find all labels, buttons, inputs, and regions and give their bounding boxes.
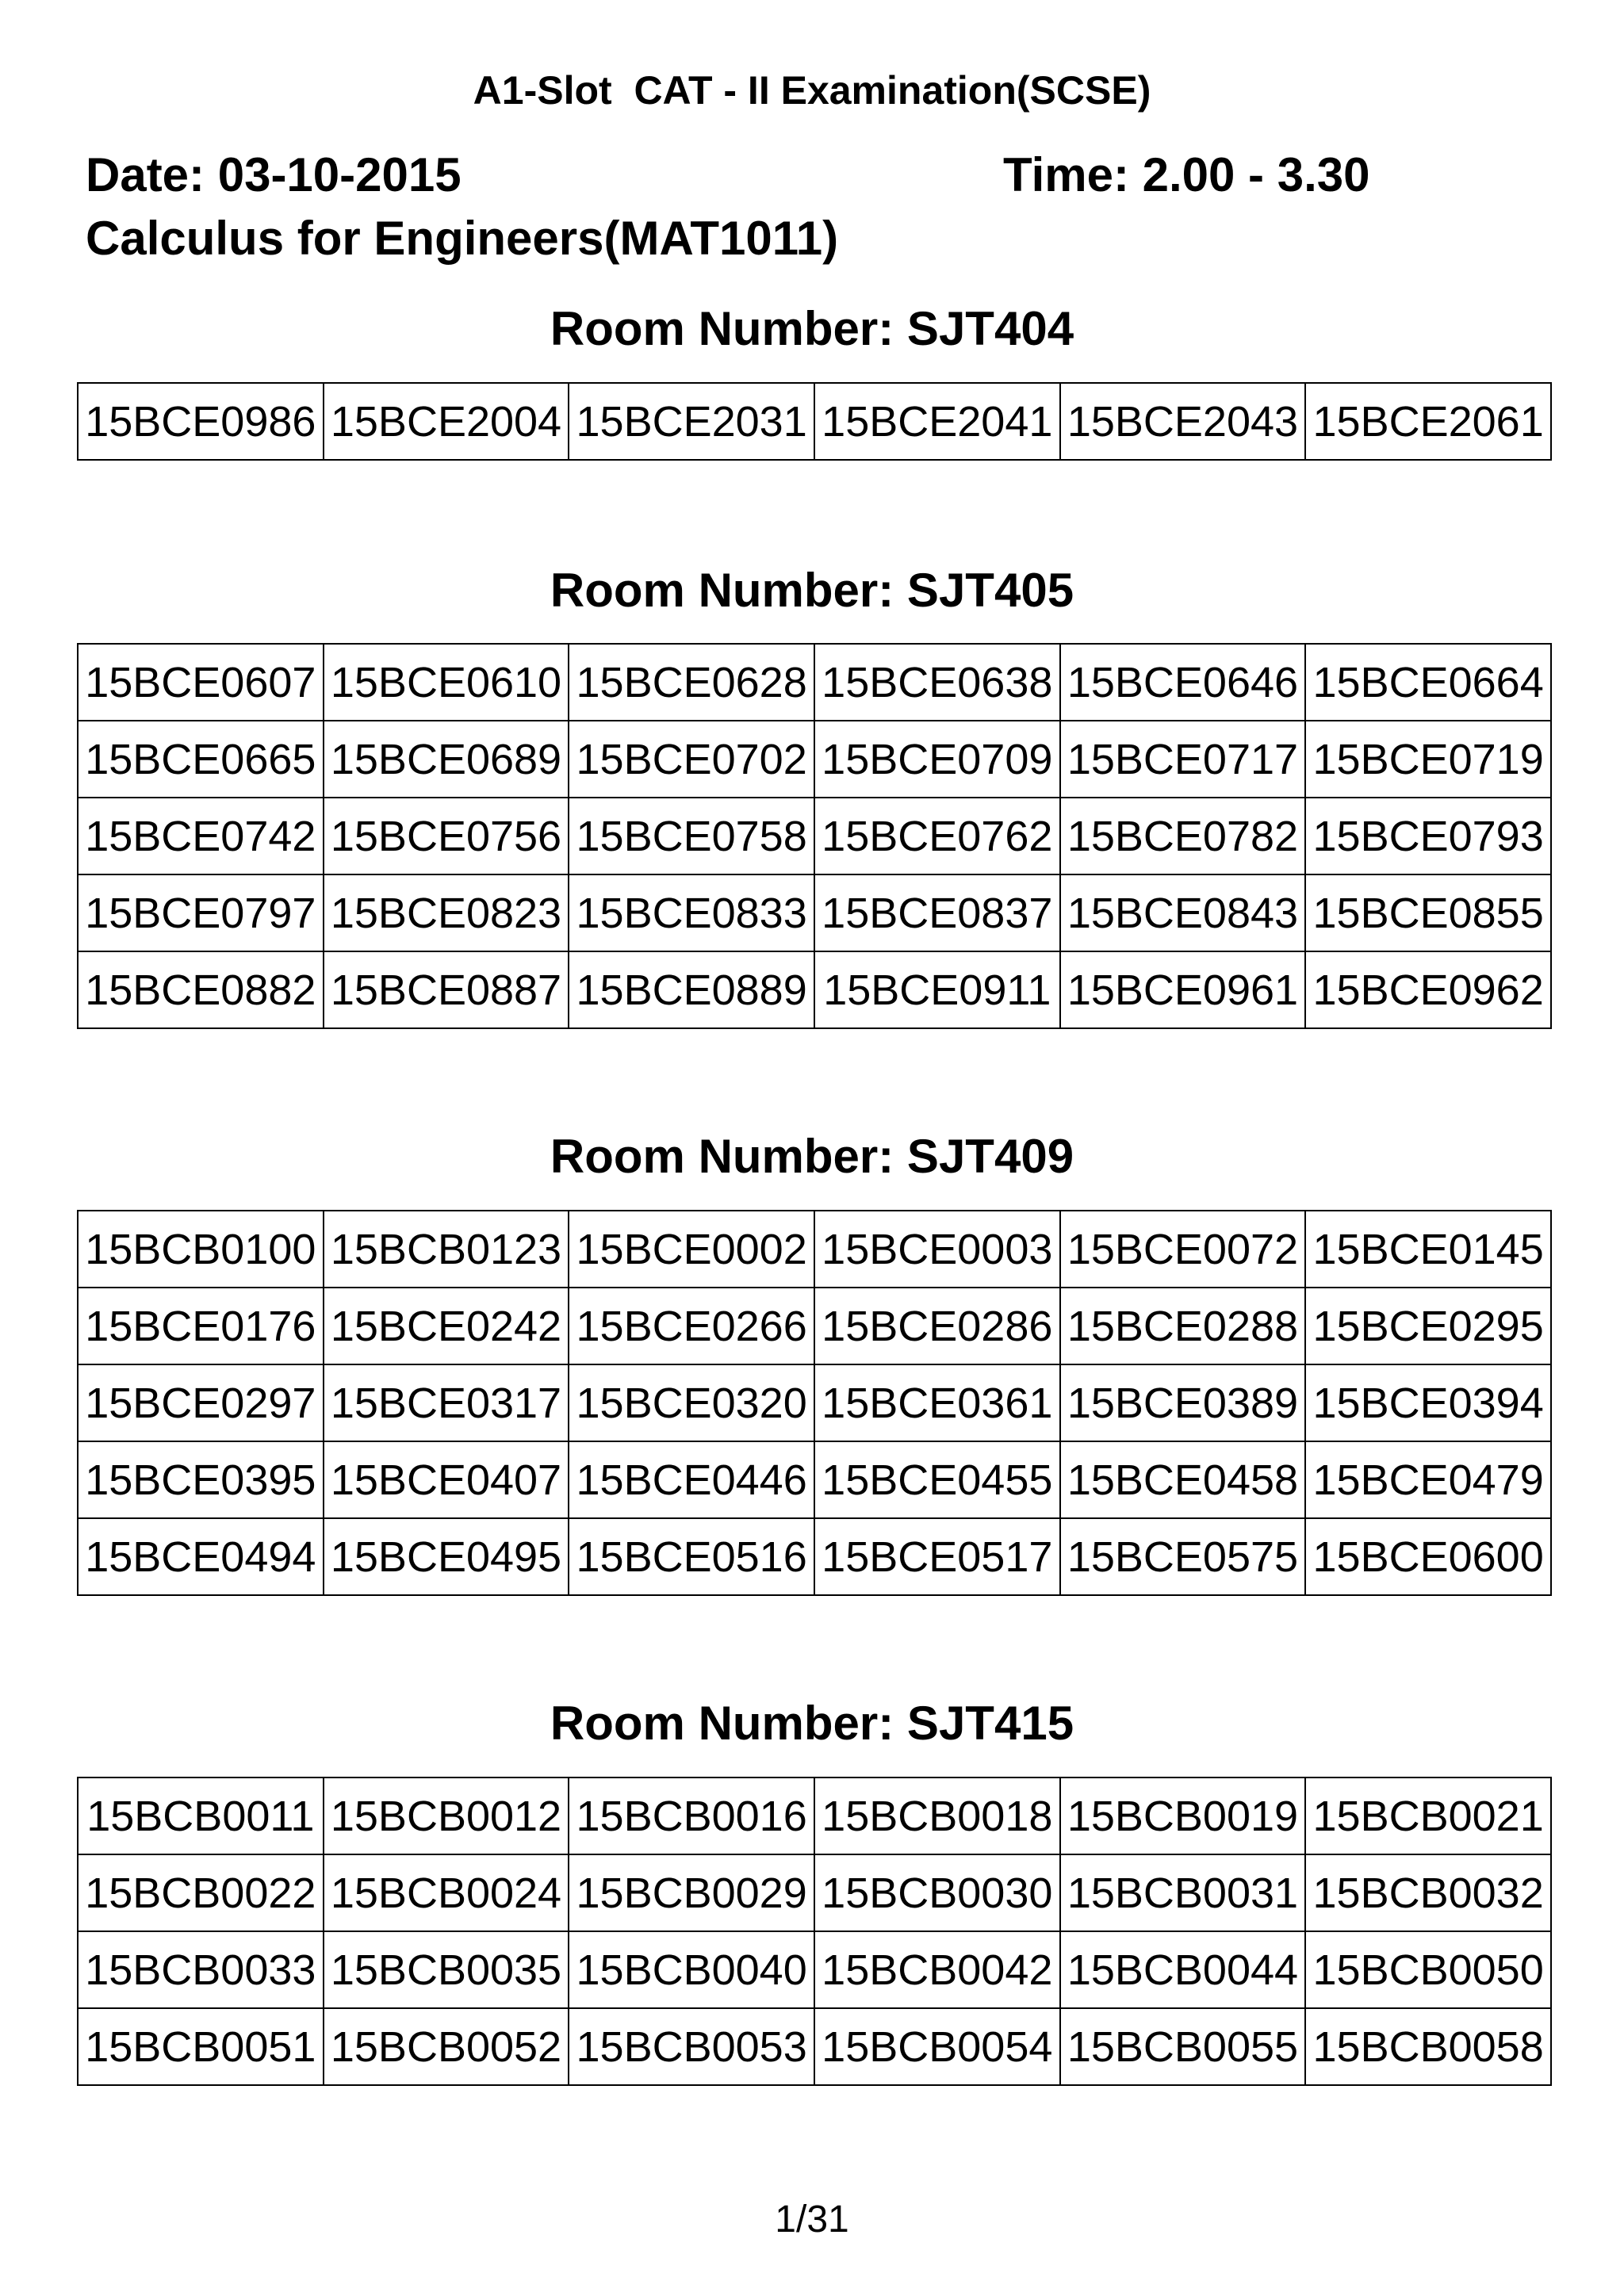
registration-number-cell: 15BCE0882 bbox=[78, 951, 324, 1028]
registration-number-cell: 15BCE0610 bbox=[324, 644, 569, 721]
registration-number-cell: 15BCE0782 bbox=[1060, 798, 1306, 874]
registration-number-cell: 15BCB0032 bbox=[1305, 1854, 1551, 1931]
registration-number-cell: 15BCE0664 bbox=[1305, 644, 1551, 721]
registration-number-cell: 15BCE0793 bbox=[1305, 798, 1551, 874]
registration-number-cell: 15BCE0002 bbox=[569, 1211, 814, 1288]
registration-number-cell: 15BCE0702 bbox=[569, 721, 814, 798]
registration-number-cell: 15BCE0458 bbox=[1060, 1441, 1306, 1518]
room-table-sjt404 bbox=[77, 382, 1552, 461]
registration-number-cell: 15BCE0003 bbox=[814, 1211, 1060, 1288]
registration-number-cell: 15BCB0012 bbox=[324, 1777, 569, 1854]
registration-number-cell: 15BCB0021 bbox=[1305, 1777, 1551, 1854]
registration-number-cell: 15BCB0022 bbox=[78, 1854, 324, 1931]
room-table-sjt415 bbox=[77, 1777, 1552, 2086]
registration-number-cell: 15BCE0638 bbox=[814, 644, 1060, 721]
registration-number-cell: 15BCE0843 bbox=[1060, 874, 1306, 951]
table-row bbox=[78, 1777, 1551, 1854]
registration-number-cell: 15BCE2004 bbox=[324, 383, 569, 460]
registration-number-cell: 15BCE0242 bbox=[324, 1288, 569, 1364]
registration-number-cell: 15BCE0607 bbox=[78, 644, 324, 721]
registration-number-cell: 15BCE0516 bbox=[569, 1518, 814, 1595]
table-row bbox=[78, 644, 1551, 721]
registration-number-cell: 15BCB0050 bbox=[1305, 1931, 1551, 2008]
registration-number-cell: 15BCE2043 bbox=[1060, 383, 1306, 460]
course-name: Calculus for Engineers(MAT1011) bbox=[86, 212, 839, 265]
table-row bbox=[78, 1441, 1551, 1518]
registration-number-cell: 15BCE0742 bbox=[78, 798, 324, 874]
registration-number-cell: 15BCB0024 bbox=[324, 1854, 569, 1931]
registration-number-cell: 15BCB0055 bbox=[1060, 2008, 1306, 2085]
registration-number-cell: 15BCE0145 bbox=[1305, 1211, 1551, 1288]
room-table-sjt405 bbox=[77, 643, 1552, 1029]
table-row bbox=[78, 721, 1551, 798]
exam-date: Date: 03-10-2015 bbox=[86, 148, 462, 201]
registration-number-cell: 15BCB0042 bbox=[814, 1931, 1060, 2008]
registration-number-cell: 15BCE0689 bbox=[324, 721, 569, 798]
registration-number-cell: 15BCB0019 bbox=[1060, 1777, 1306, 1854]
registration-number-cell: 15BCB0040 bbox=[569, 1931, 814, 2008]
registration-number-cell: 15BCE0823 bbox=[324, 874, 569, 951]
page-number: 1/31 bbox=[775, 2198, 849, 2241]
registration-number-cell: 15BCE0176 bbox=[78, 1288, 324, 1364]
registration-number-cell: 15BCB0018 bbox=[814, 1777, 1060, 1854]
registration-number-cell: 15BCE0361 bbox=[814, 1364, 1060, 1441]
registration-number-cell: 15BCB0011 bbox=[78, 1777, 324, 1854]
registration-number-cell: 15BCE0455 bbox=[814, 1441, 1060, 1518]
registration-number-cell: 15BCE0646 bbox=[1060, 644, 1306, 721]
registration-number-cell: 15BCE0961 bbox=[1060, 951, 1306, 1028]
table-row bbox=[78, 1364, 1551, 1441]
registration-number-cell: 15BCE0395 bbox=[78, 1441, 324, 1518]
registration-number-cell: 15BCE0986 bbox=[78, 383, 324, 460]
registration-number-cell: 15BCE2041 bbox=[814, 383, 1060, 460]
room-title-sjt405: Room Number: SJT405 bbox=[550, 564, 1074, 617]
table-row bbox=[78, 1854, 1551, 1931]
registration-number-cell: 15BCE0479 bbox=[1305, 1441, 1551, 1518]
registration-number-cell: 15BCE0446 bbox=[569, 1441, 814, 1518]
table-row bbox=[78, 1211, 1551, 1288]
registration-number-cell: 15BCE0295 bbox=[1305, 1288, 1551, 1364]
room-table-sjt409 bbox=[77, 1210, 1552, 1596]
registration-number-cell: 15BCE0575 bbox=[1060, 1518, 1306, 1595]
registration-number-cell: 15BCE0762 bbox=[814, 798, 1060, 874]
registration-number-cell: 15BCE0889 bbox=[569, 951, 814, 1028]
registration-number-cell: 15BCE0837 bbox=[814, 874, 1060, 951]
registration-number-cell: 15BCE0288 bbox=[1060, 1288, 1306, 1364]
registration-number-cell: 15BCE0517 bbox=[814, 1518, 1060, 1595]
registration-number-cell: 15BCB0029 bbox=[569, 1854, 814, 1931]
registration-number-cell: 15BCE2031 bbox=[569, 383, 814, 460]
registration-number-cell: 15BCE0855 bbox=[1305, 874, 1551, 951]
registration-number-cell: 15BCB0035 bbox=[324, 1931, 569, 2008]
table-row bbox=[78, 874, 1551, 951]
table-row bbox=[78, 2008, 1551, 2085]
table-row bbox=[78, 1518, 1551, 1595]
registration-number-cell: 15BCE0320 bbox=[569, 1364, 814, 1441]
exam-title: A1-Slot CAT - II Examination(SCSE) bbox=[473, 68, 1151, 113]
registration-number-cell: 15BCE0494 bbox=[78, 1518, 324, 1595]
registration-number-cell: 15BCB0053 bbox=[569, 2008, 814, 2085]
table-row bbox=[78, 798, 1551, 874]
registration-number-cell: 15BCE0389 bbox=[1060, 1364, 1306, 1441]
registration-number-cell: 15BCB0044 bbox=[1060, 1931, 1306, 2008]
registration-number-cell: 15BCE0756 bbox=[324, 798, 569, 874]
exam-time: Time: 2.00 - 3.30 bbox=[1003, 148, 1370, 201]
registration-number-cell: 15BCE0797 bbox=[78, 874, 324, 951]
registration-number-cell: 15BCE0717 bbox=[1060, 721, 1306, 798]
registration-number-cell: 15BCB0030 bbox=[814, 1854, 1060, 1931]
registration-number-cell: 15BCE0887 bbox=[324, 951, 569, 1028]
table-row bbox=[78, 383, 1551, 460]
room-table-body bbox=[78, 644, 1551, 1028]
registration-number-cell: 15BCB0051 bbox=[78, 2008, 324, 2085]
registration-number-cell: 15BCE0911 bbox=[814, 951, 1060, 1028]
registration-number-cell: 15BCE0317 bbox=[324, 1364, 569, 1441]
registration-number-cell: 15BCE0407 bbox=[324, 1441, 569, 1518]
registration-number-cell: 15BCE0266 bbox=[569, 1288, 814, 1364]
room-title-sjt415: Room Number: SJT415 bbox=[550, 1697, 1074, 1750]
registration-number-cell: 15BCE0495 bbox=[324, 1518, 569, 1595]
registration-number-cell: 15BCE0286 bbox=[814, 1288, 1060, 1364]
table-row bbox=[78, 951, 1551, 1028]
registration-number-cell: 15BCE0394 bbox=[1305, 1364, 1551, 1441]
registration-number-cell: 15BCB0031 bbox=[1060, 1854, 1306, 1931]
room-table-body bbox=[78, 1777, 1551, 2085]
registration-number-cell: 15BCB0123 bbox=[324, 1211, 569, 1288]
room-title-sjt404: Room Number: SJT404 bbox=[550, 302, 1074, 355]
table-row bbox=[78, 1931, 1551, 2008]
registration-number-cell: 15BCE0709 bbox=[814, 721, 1060, 798]
registration-number-cell: 15BCB0054 bbox=[814, 2008, 1060, 2085]
registration-number-cell: 15BCE0962 bbox=[1305, 951, 1551, 1028]
registration-number-cell: 15BCB0016 bbox=[569, 1777, 814, 1854]
registration-number-cell: 15BCE0833 bbox=[569, 874, 814, 951]
registration-number-cell: 15BCB0033 bbox=[78, 1931, 324, 2008]
registration-number-cell: 15BCB0058 bbox=[1305, 2008, 1551, 2085]
room-table-body bbox=[78, 383, 1551, 460]
registration-number-cell: 15BCE0719 bbox=[1305, 721, 1551, 798]
registration-number-cell: 15BCE0628 bbox=[569, 644, 814, 721]
registration-number-cell: 15BCE0758 bbox=[569, 798, 814, 874]
registration-number-cell: 15BCE0297 bbox=[78, 1364, 324, 1441]
registration-number-cell: 15BCE0665 bbox=[78, 721, 324, 798]
registration-number-cell: 15BCE2061 bbox=[1305, 383, 1551, 460]
room-title-sjt409: Room Number: SJT409 bbox=[550, 1130, 1074, 1183]
registration-number-cell: 15BCB0052 bbox=[324, 2008, 569, 2085]
table-row bbox=[78, 1288, 1551, 1364]
registration-number-cell: 15BCE0600 bbox=[1305, 1518, 1551, 1595]
room-table-body bbox=[78, 1211, 1551, 1595]
registration-number-cell: 15BCE0072 bbox=[1060, 1211, 1306, 1288]
registration-number-cell: 15BCB0100 bbox=[78, 1211, 324, 1288]
